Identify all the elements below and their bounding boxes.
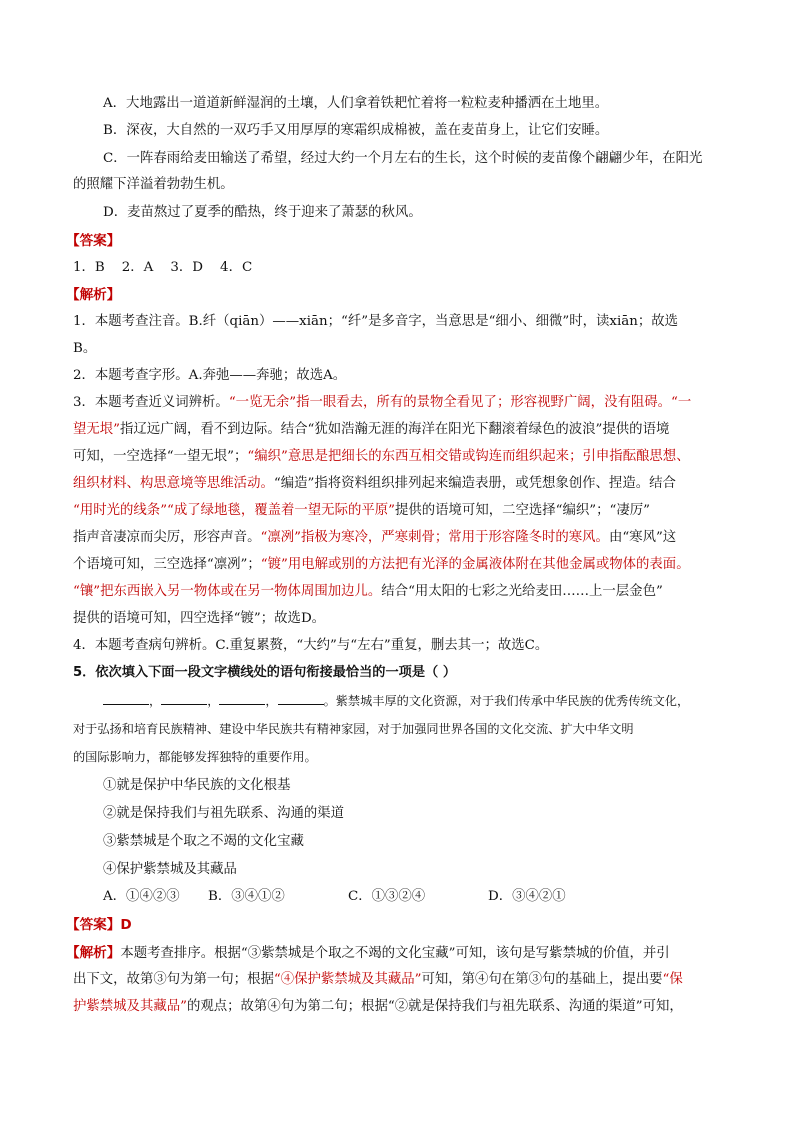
analysis-text-highlight: “镶”把东西嵌入另一物体或在另一物体周围加边儿。: [73, 584, 382, 599]
analysis-line: [73, 394, 691, 412]
analysis-line: 2．本题考查字形。A.奔弛——奔驰；故选A。: [73, 368, 347, 383]
analysis-text: “编造”指将资料组织排列起来编造表册，或凭想象创作、捏造。结合: [273, 476, 676, 491]
fill-blank: [278, 692, 324, 705]
analysis-line: [73, 529, 676, 547]
analysis-line: [73, 448, 690, 466]
answer-label: 【答案】: [66, 917, 121, 933]
sentence-1: ①就是保护中华民族的文化根基: [103, 778, 291, 793]
analysis-line: [66, 944, 670, 963]
option-a: A．大地露出一道道新鲜湿润的土壤，人们拿着铁耙忙着将一粒粒麦种播洒在土地里。: [103, 96, 609, 111]
analysis-line: [73, 421, 669, 439]
analysis-line: [73, 971, 683, 989]
analysis-text: 结合“用太阳的七彩之光给麦田……上一层金色”: [381, 584, 663, 599]
analysis-text: 的观点；故第④句为第二句；根据“②就是保持我们与祖先联系、沟通的渠道”可知，: [186, 999, 683, 1014]
analysis-text: 由“寒风”这: [608, 530, 677, 545]
choice-c: C．①③②④: [348, 889, 426, 904]
question-passage-line-3: 的国际影响力，都能够发挥独特的重要作用。: [73, 750, 317, 764]
fill-blank: [161, 692, 207, 705]
option-c-line-2: 的照耀下洋溢着勃勃生机。: [73, 177, 234, 192]
analysis-line: [73, 475, 676, 493]
analysis-text: 可知，一空选择“一望无垠”；: [73, 449, 248, 464]
analysis-text-highlight: 望无垠”: [73, 422, 121, 437]
analysis-text-highlight: “④保护紫禁城及其藏品”: [273, 972, 422, 987]
analysis-line: 4．本题考查病句辨析。C.重复累赘，“大约”与“左右”重复，删去其一；故选C。: [73, 638, 549, 653]
analysis-text-highlight: “镀”用电解或别的方法把有光泽的金属液体附在其他金属或物体的表面。: [260, 557, 690, 572]
question-stem: 5．依次填入下面一段文字横线处的语句衔接最恰当的一项是（ ）: [73, 665, 457, 680]
passage-comma: ，: [207, 694, 220, 708]
analysis-text-highlight: 组织材料、构思意境等思维活动。: [73, 476, 274, 491]
fill-blank: [103, 692, 149, 705]
analysis-text: 个语境可知，三空选择“凛冽”；: [73, 557, 261, 572]
analysis-label: 【解析】: [66, 945, 121, 961]
answer-row: [66, 916, 132, 935]
choice-a: A．①④②③: [103, 889, 180, 904]
analysis-text-highlight: “凛冽”指极为寒冷，严寒刺骨；常用于形容隆冬时的寒风。: [260, 530, 609, 545]
answer-label: 【答案】: [66, 233, 121, 249]
analysis-text: 指辽远广阔，看不到边际。结合“犹如浩瀚无涯的海洋在阳光下翻滚着绿色的波浪”提供的语境: [120, 422, 670, 437]
question-passage-line-1: [103, 692, 689, 710]
option-c-line-1: C．一阵春雨给麦田输送了希望，经过大约一个月左右的生长，这个时候的麦苗像个翩翩少年，在阳光: [103, 151, 703, 166]
analysis-line: [73, 998, 683, 1016]
analysis-text: 提供的语境可知，二空选择“编织”；“凄厉”: [394, 503, 651, 518]
passage-comma: ，: [265, 694, 278, 708]
passage-period: 。: [323, 694, 336, 708]
analysis-text: 本题考查排序。根据“③紫禁城是个取之不竭的文化宝藏”可知，该句是写紫禁城的价值，并引: [120, 946, 670, 961]
analysis-text: 可知，第④句在第③句的基础上，提出要: [421, 972, 663, 987]
analysis-text-highlight: “用时光的线条”“成了绿地毯，覆盖着一望无际的平原”: [73, 503, 395, 518]
analysis-text-highlight: “编织”意思是把细长的东西互相交错或钩连而组织起来；引申指酝酿思想、: [247, 449, 690, 464]
sentence-2: ②就是保持我们与祖先联系、沟通的渠道: [103, 806, 345, 821]
analysis-line: [73, 556, 690, 574]
option-b: B．深夜，大自然的一双巧手又用厚厚的寒霜织成棉被，盖在麦苗身上，让它们安睡。: [103, 123, 609, 138]
analysis-text: 指声音凄凉而尖厉，形容声音。: [73, 530, 261, 545]
analysis-text: 3．本题考查近义词辨析。: [73, 395, 229, 410]
answer-values: 1．B 2．A 3．D 4．C: [73, 260, 253, 275]
analysis-text-highlight: “一览无余”指一眼看去，所有的景物全看见了；形容视野广阔，没有阻碍。“一: [228, 395, 692, 410]
analysis-line: [73, 583, 663, 601]
analysis-line: [73, 502, 650, 520]
analysis-line: 1．本题考查注音。B.纤（qiān）——xiān；“纤”是多音字，当意思是“细小、细微”时，读xiān；故选: [73, 314, 679, 329]
passage-comma: ，: [149, 694, 162, 708]
fill-blank: [219, 692, 265, 705]
analysis-text-highlight: 护紫禁城及其藏品”: [73, 999, 187, 1014]
sentence-3: ③紫禁城是个取之不竭的文化宝藏: [103, 834, 304, 849]
choice-b: B．③④①②: [208, 889, 285, 904]
choice-d: D．③④②①: [488, 889, 566, 904]
answer-value: D: [120, 917, 132, 933]
sentence-4: ④保护紫禁城及其藏品: [103, 862, 237, 877]
analysis-text-highlight: “保: [662, 972, 683, 987]
passage-text: 紫禁城丰厚的文化资源，对于我们传承中华民族的优秀传统文化，: [335, 694, 690, 708]
analysis-text: 出下文，故第③句为第一句；根据: [73, 972, 274, 987]
analysis-line: B。: [73, 341, 97, 356]
analysis-line: 提供的语境可知，四空选择“镀”；故选D。: [73, 611, 326, 626]
option-d: D．麦苗熬过了夏季的酷热，终于迎来了萧瑟的秋风。: [103, 205, 422, 220]
question-passage-line-2: 对于弘扬和培育民族精神、建设中华民族共有精神家园，对于加强同世界各国的文化交流、扩大中华文明: [73, 722, 634, 736]
analysis-label: 【解析】: [66, 287, 121, 303]
